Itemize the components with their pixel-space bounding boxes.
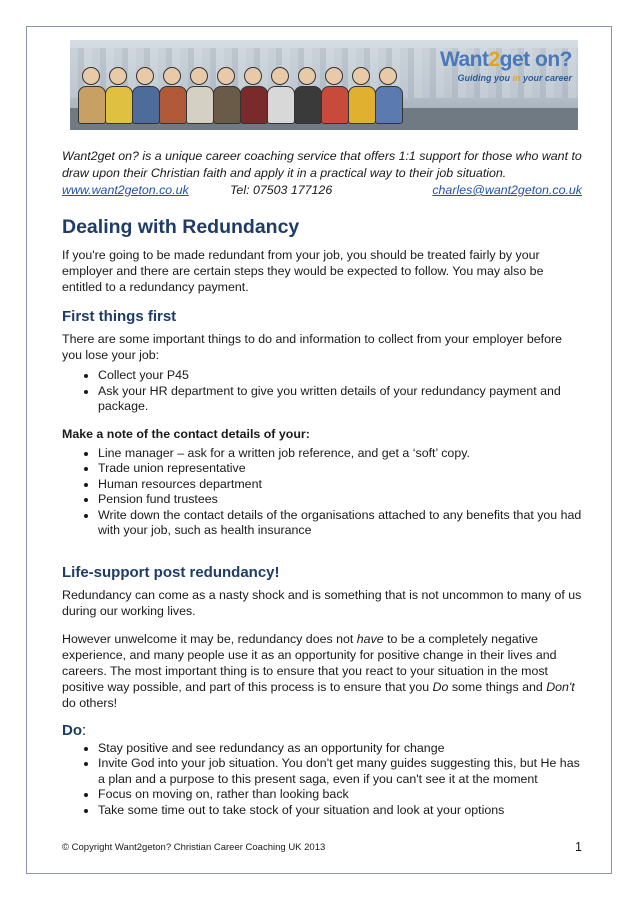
list-item: • Ask your HR department to give you written details of your redundancy payment and package. — [98, 384, 582, 415]
header-banner — [70, 40, 578, 130]
page-footer — [62, 842, 582, 853]
copyright-text: © Copyright Want2geton? Christian Career Coaching UK 2013 — [62, 842, 326, 853]
phone-number: Tel: 07503 177126 — [230, 183, 333, 197]
list-item: • Trade union representative — [98, 461, 582, 477]
list-item: • Take some time out to take stock of your situation and look at your options — [98, 803, 582, 819]
contact-row — [62, 182, 582, 199]
banner-person-illustration — [186, 67, 212, 124]
list-item: • Line manager – ask for a written job reference, and get a ‘soft’ copy. — [98, 446, 582, 462]
banner-person-illustration — [321, 67, 347, 124]
banner-person-illustration — [348, 67, 374, 124]
website-link[interactable]: www.want2geton.co.uk — [62, 183, 189, 197]
first-things-text: There are some important things to do and information to collect from your employer before you lose your job: — [62, 332, 562, 362]
banner-people-illustration — [78, 54, 408, 124]
list-item: • Focus on moving on, rather than looking back — [98, 787, 582, 803]
banner-person-illustration — [105, 67, 131, 124]
banner-person-illustration — [267, 67, 293, 124]
page-number: 1 — [575, 840, 582, 854]
want2geton-logo — [412, 48, 572, 96]
contacts-list — [62, 446, 582, 539]
logo-tagline: Guiding you in your career — [457, 73, 572, 83]
intro-text: Want2get on? is a unique career coaching service that offers 1:1 support for those who want to draw upon their Christian faith and apply it in a practical way to their job situation. — [62, 149, 582, 180]
list-item: • Collect your P45 — [98, 368, 582, 384]
banner-person-illustration — [375, 67, 401, 124]
banner-person-illustration — [213, 67, 239, 124]
list-item: • Invite God into your job situation. You don't get many guides suggesting this, but He has a plan and a purpose to this present saga, even if you can't see it at the moment — [98, 756, 582, 787]
list-item: • Pension fund trustees — [98, 492, 582, 508]
section-heading-life-support: Life-support post redundancy! — [62, 563, 280, 581]
section-heading-do: Do: — [62, 721, 87, 739]
page-title: Dealing with Redundancy — [62, 216, 300, 238]
section-heading-first-things: First things first — [62, 308, 177, 325]
first-things-list — [62, 368, 582, 415]
banner-person-illustration — [132, 67, 158, 124]
banner-person-illustration — [240, 67, 266, 124]
document-body — [62, 148, 582, 818]
do-list — [62, 741, 582, 819]
contacts-subheading: Make a note of the contact details of your: — [62, 426, 310, 441]
email-link[interactable]: charles@want2geton.co.uk — [432, 183, 582, 197]
lead-paragraph: If you're going to be made redundant from your job, you should be treated fairly by your employer and there are certain steps they would be expected to follow. You may also be entitled to a redundancy payment. — [62, 248, 544, 294]
life-support-p2: However unwelcome it may be, redundancy does not have to be a completely negative experience, and many people use it as an opportunity for positive change in their lives and careers. The most important thing is to ensure that you react to your situation in the most positive way possible, and part of this process is to ensure that you Do some things and Don't do others! — [62, 631, 575, 710]
banner-person-illustration — [78, 67, 104, 124]
list-item: • Write down the contact details of the organisations attached to any benefits that you had with your job, such as health insurance — [98, 508, 582, 539]
list-item: • Stay positive and see redundancy as an opportunity for change — [98, 741, 582, 757]
logo-title: Want2get on? — [439, 48, 572, 71]
list-item: • Human resources department — [98, 477, 582, 493]
life-support-p1: Redundancy can come as a nasty shock and is something that is not uncommon to many of us during our working lives. — [62, 587, 582, 618]
banner-person-illustration — [294, 67, 320, 124]
banner-person-illustration — [159, 67, 185, 124]
